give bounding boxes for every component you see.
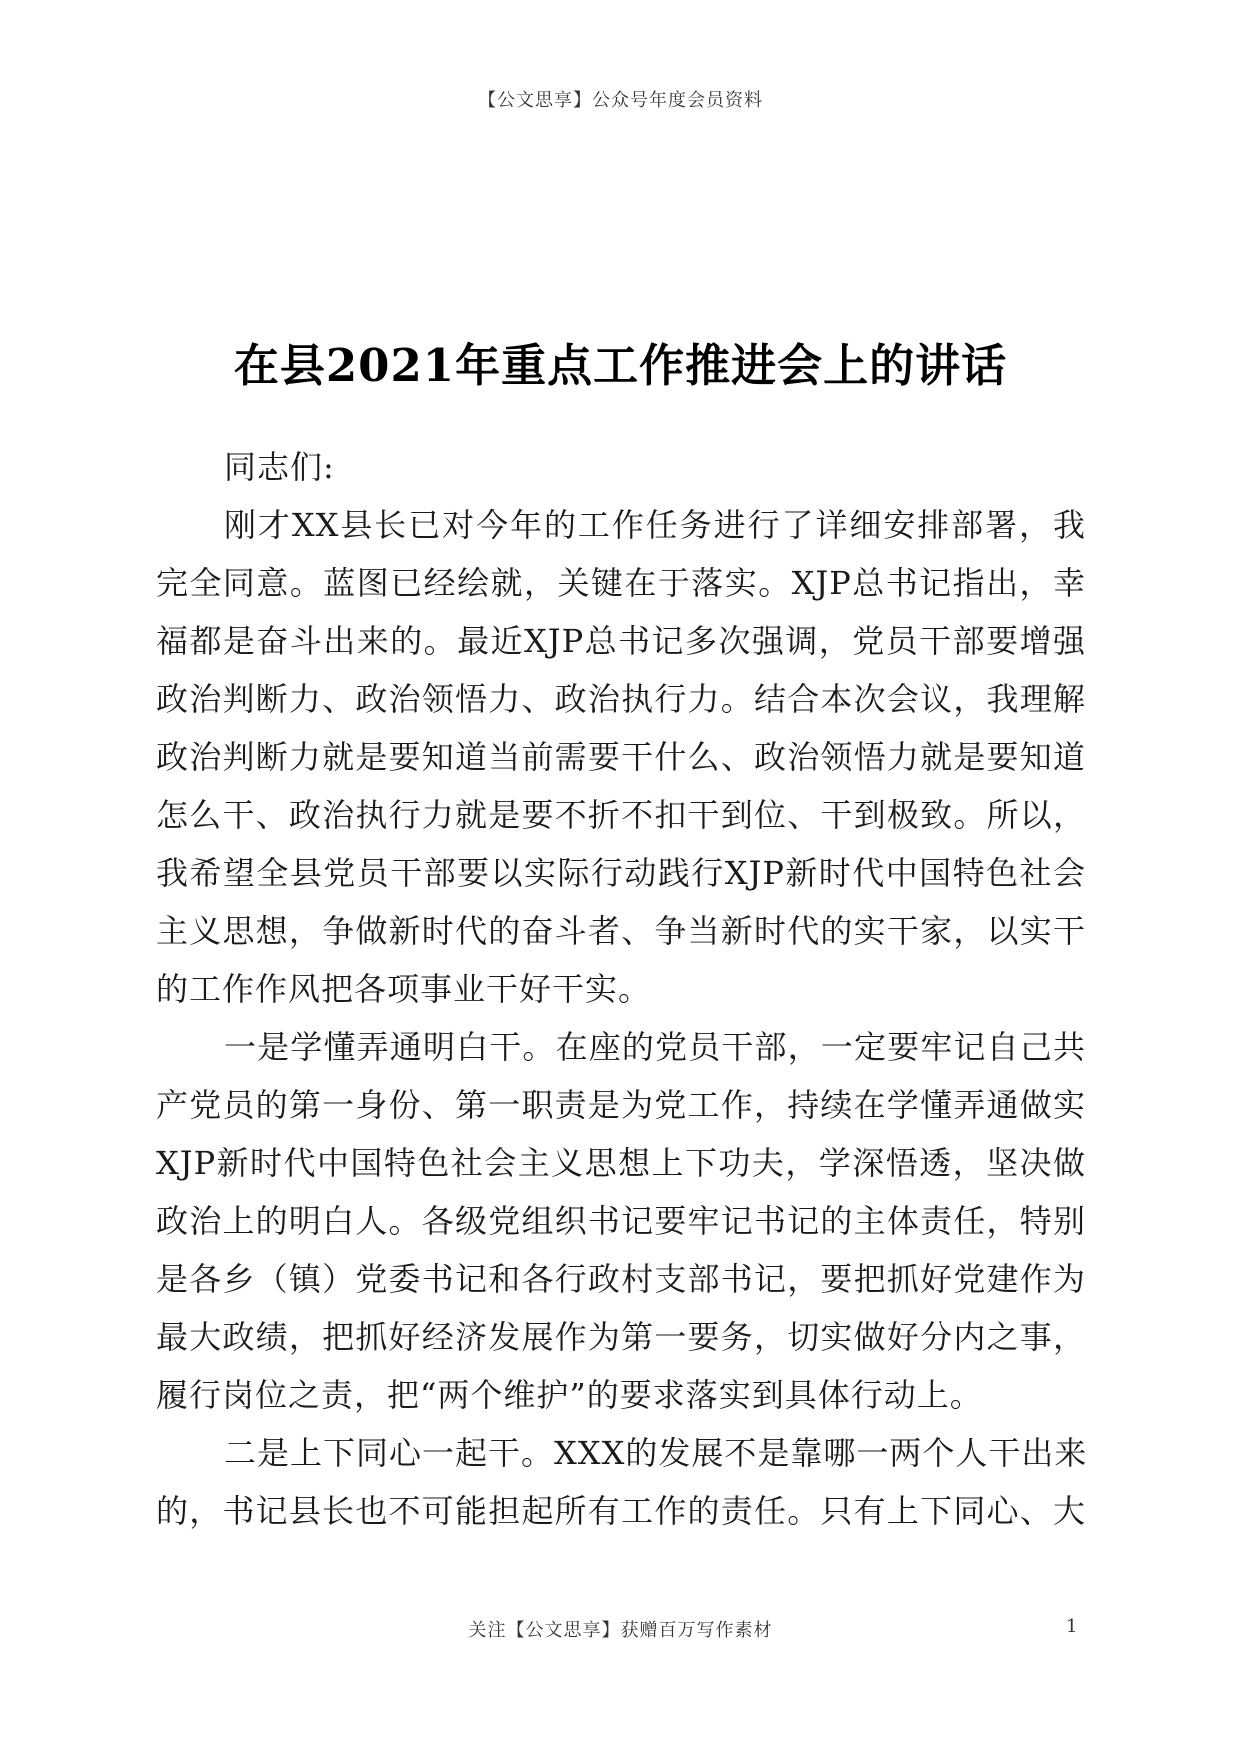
body-line: 是各乡（镇）党委书记和各行政村支部书记，要把抓好党建作为 <box>156 1260 1086 1298</box>
body-line: 完全同意。蓝图已经绘就，关键在于落实。XJP总书记指出，幸 <box>156 564 1086 602</box>
body-line: XJP新时代中国特色社会主义思想上下功夫，学深悟透，坚决做 <box>156 1144 1086 1182</box>
body-line: 我希望全县党员干部要以实际行动践行XJP新时代中国特色社会 <box>156 854 1086 892</box>
document-title: 在县2021年重点工作推进会上的讲话 <box>233 339 1008 392</box>
document-body <box>156 438 1086 1540</box>
body-line: 主义思想，争做新时代的奋斗者、争当新时代的实干家，以实干 <box>156 912 1086 950</box>
salutation-line: 同志们: <box>224 448 335 486</box>
body-line: 产党员的第一身份、第一职责是为党工作，持续在学懂弄通做实 <box>156 1086 1086 1124</box>
body-line: 政治上的明白人。各级党组织书记要牢记书记的主体责任，特别 <box>156 1202 1086 1240</box>
body-line: 二是上下同心一起干。XXX的发展不是靠哪一两个人干出来 <box>224 1434 1088 1472</box>
body-line: 的，书记县长也不可能担起所有工作的责任。只有上下同心、大 <box>156 1492 1086 1530</box>
body-line: 政治判断力就是要知道当前需要干什么、政治领悟力就是要知道 <box>156 738 1086 776</box>
page-footer: 关注【公文思享】获赠百万写作素材 <box>468 1620 773 1641</box>
body-line: 一是学懂弄通明白干。在座的党员干部，一定要牢记自己共 <box>224 1028 1086 1066</box>
body-line: 的工作作风把各项事业干好干实。 <box>156 970 652 1008</box>
page-header: 【公文思享】公众号年度会员资料 <box>478 90 763 111</box>
body-line: 履行岗位之责，把“两个维护”的要求落实到具体行动上。 <box>156 1376 983 1414</box>
body-line: 刚才XX县长已对今年的工作任务进行了详细安排部署，我 <box>224 506 1086 544</box>
body-line: 最大政绩，把抓好经济发展作为第一要务，切实做好分内之事， <box>156 1318 1086 1356</box>
page-number: 1 <box>1066 1616 1078 1637</box>
body-line: 政治判断力、政治领悟力、政治执行力。结合本次会议，我理解 <box>156 680 1086 718</box>
body-line: 福都是奋斗出来的。最近XJP总书记多次强调，党员干部要增强 <box>156 622 1086 660</box>
body-line: 怎么干、政治执行力就是要不折不扣干到位、干到极致。所以， <box>156 796 1086 834</box>
